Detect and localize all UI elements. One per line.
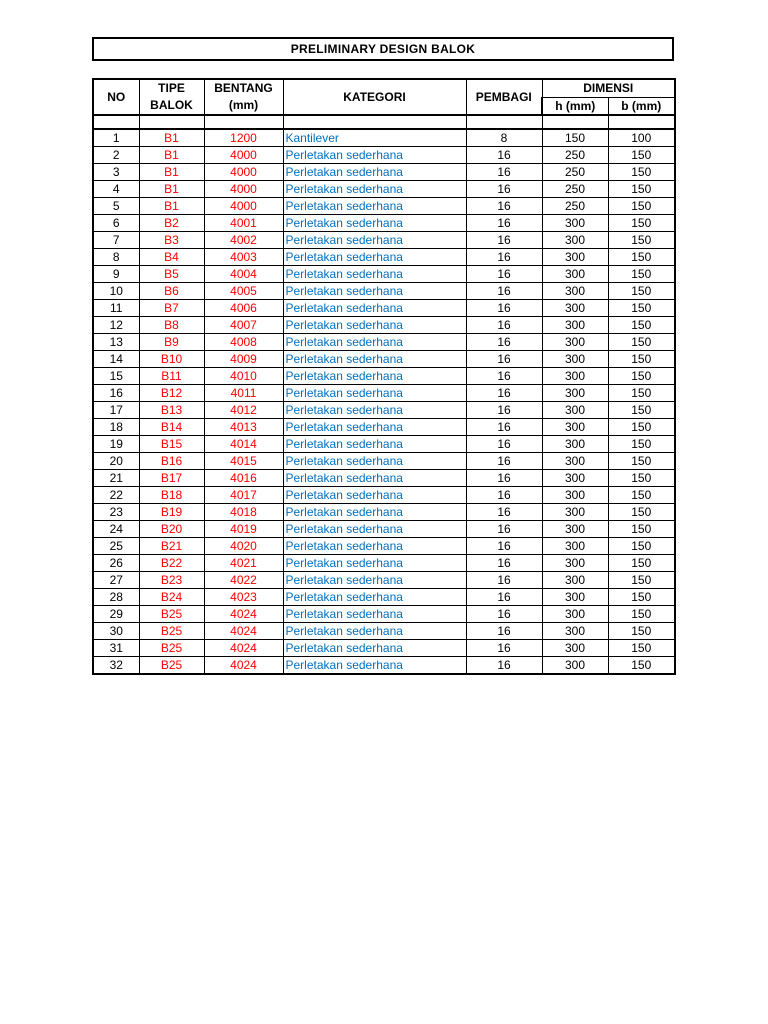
spacer-row [93, 115, 675, 129]
cell-b-mm: 100 [608, 129, 675, 147]
table-row [93, 419, 675, 436]
cell-no: 32 [93, 657, 139, 675]
cell-b-mm: 150 [608, 453, 675, 470]
cell-no: 22 [93, 487, 139, 504]
cell-pembagi: 16 [466, 300, 542, 317]
cell-tipe-balok: B22 [139, 555, 204, 572]
cell-kategori: Perletakan sederhana [283, 606, 466, 623]
cell-tipe-balok: B20 [139, 521, 204, 538]
cell-h-mm: 300 [542, 623, 608, 640]
cell-pembagi: 16 [466, 453, 542, 470]
cell-kategori: Perletakan sederhana [283, 181, 466, 198]
cell-tipe-balok: B25 [139, 640, 204, 657]
cell-tipe-balok: B4 [139, 249, 204, 266]
cell-pembagi: 16 [466, 436, 542, 453]
cell-bentang: 4011 [204, 385, 283, 402]
cell-no: 9 [93, 266, 139, 283]
cell-tipe-balok: B23 [139, 572, 204, 589]
header-no: NO [93, 79, 139, 115]
cell-no: 19 [93, 436, 139, 453]
cell-no: 25 [93, 538, 139, 555]
cell-kategori: Perletakan sederhana [283, 453, 466, 470]
cell-h-mm: 300 [542, 385, 608, 402]
cell-bentang: 4000 [204, 181, 283, 198]
cell-h-mm: 300 [542, 555, 608, 572]
cell-bentang: 4002 [204, 232, 283, 249]
cell-h-mm: 300 [542, 215, 608, 232]
cell-kategori: Perletakan sederhana [283, 198, 466, 215]
cell-kategori: Perletakan sederhana [283, 521, 466, 538]
cell-no: 2 [93, 147, 139, 164]
cell-kategori: Perletakan sederhana [283, 385, 466, 402]
cell-kategori: Perletakan sederhana [283, 470, 466, 487]
cell-tipe-balok: B24 [139, 589, 204, 606]
cell-b-mm: 150 [608, 300, 675, 317]
cell-no: 10 [93, 283, 139, 300]
table-row [93, 657, 675, 675]
cell-b-mm: 150 [608, 385, 675, 402]
cell-b-mm: 150 [608, 351, 675, 368]
cell-pembagi: 16 [466, 504, 542, 521]
table-row [93, 521, 675, 538]
cell-kategori: Perletakan sederhana [283, 266, 466, 283]
cell-pembagi: 16 [466, 147, 542, 164]
cell-kategori: Kantilever [283, 129, 466, 147]
cell-pembagi: 16 [466, 657, 542, 675]
cell-h-mm: 300 [542, 487, 608, 504]
table-row [93, 589, 675, 606]
cell-kategori: Perletakan sederhana [283, 232, 466, 249]
cell-no: 29 [93, 606, 139, 623]
header-tipe-line1: TIPE [158, 81, 185, 95]
cell-h-mm: 300 [542, 419, 608, 436]
cell-bentang: 4019 [204, 521, 283, 538]
table-row [93, 164, 675, 181]
cell-tipe-balok: B1 [139, 164, 204, 181]
table-row [93, 147, 675, 164]
cell-tipe-balok: B19 [139, 504, 204, 521]
cell-kategori: Perletakan sederhana [283, 334, 466, 351]
cell-pembagi: 16 [466, 385, 542, 402]
cell-tipe-balok: B25 [139, 623, 204, 640]
table-row [93, 215, 675, 232]
table-row [93, 470, 675, 487]
cell-tipe-balok: B21 [139, 538, 204, 555]
beam-design-table [92, 78, 676, 675]
cell-kategori: Perletakan sederhana [283, 504, 466, 521]
cell-h-mm: 300 [542, 402, 608, 419]
cell-bentang: 4000 [204, 147, 283, 164]
cell-kategori: Perletakan sederhana [283, 283, 466, 300]
cell-kategori: Perletakan sederhana [283, 164, 466, 181]
cell-tipe-balok: B12 [139, 385, 204, 402]
cell-h-mm: 300 [542, 572, 608, 589]
cell-bentang: 4013 [204, 419, 283, 436]
cell-b-mm: 150 [608, 164, 675, 181]
cell-h-mm: 300 [542, 470, 608, 487]
cell-b-mm: 150 [608, 402, 675, 419]
cell-h-mm: 300 [542, 334, 608, 351]
cell-tipe-balok: B2 [139, 215, 204, 232]
cell-bentang: 4012 [204, 402, 283, 419]
cell-no: 6 [93, 215, 139, 232]
cell-bentang: 4000 [204, 198, 283, 215]
cell-b-mm: 150 [608, 470, 675, 487]
cell-tipe-balok: B7 [139, 300, 204, 317]
cell-bentang: 1200 [204, 129, 283, 147]
cell-no: 1 [93, 129, 139, 147]
cell-bentang: 4016 [204, 470, 283, 487]
table-row [93, 487, 675, 504]
cell-b-mm: 150 [608, 215, 675, 232]
cell-pembagi: 8 [466, 129, 542, 147]
table-row [93, 368, 675, 385]
header-dimensi: DIMENSI [542, 79, 675, 98]
cell-pembagi: 16 [466, 215, 542, 232]
cell-tipe-balok: B1 [139, 147, 204, 164]
cell-bentang: 4024 [204, 606, 283, 623]
cell-kategori: Perletakan sederhana [283, 249, 466, 266]
cell-pembagi: 16 [466, 402, 542, 419]
cell-kategori: Perletakan sederhana [283, 402, 466, 419]
cell-pembagi: 16 [466, 470, 542, 487]
table-row [93, 249, 675, 266]
cell-no: 15 [93, 368, 139, 385]
cell-kategori: Perletakan sederhana [283, 317, 466, 334]
cell-bentang: 4000 [204, 164, 283, 181]
cell-bentang: 4024 [204, 623, 283, 640]
cell-bentang: 4017 [204, 487, 283, 504]
cell-bentang: 4003 [204, 249, 283, 266]
cell-tipe-balok: B5 [139, 266, 204, 283]
header-bentang [204, 79, 283, 115]
cell-bentang: 4010 [204, 368, 283, 385]
cell-h-mm: 300 [542, 504, 608, 521]
cell-tipe-balok: B25 [139, 606, 204, 623]
table-row [93, 181, 675, 198]
cell-pembagi: 16 [466, 623, 542, 640]
cell-b-mm: 150 [608, 283, 675, 300]
cell-pembagi: 16 [466, 317, 542, 334]
cell-b-mm: 150 [608, 504, 675, 521]
table-row [93, 283, 675, 300]
cell-kategori: Perletakan sederhana [283, 657, 466, 675]
cell-no: 20 [93, 453, 139, 470]
cell-h-mm: 300 [542, 657, 608, 675]
cell-kategori: Perletakan sederhana [283, 368, 466, 385]
cell-bentang: 4020 [204, 538, 283, 555]
cell-h-mm: 300 [542, 589, 608, 606]
cell-b-mm: 150 [608, 538, 675, 555]
cell-tipe-balok: B15 [139, 436, 204, 453]
cell-no: 12 [93, 317, 139, 334]
cell-kategori: Perletakan sederhana [283, 555, 466, 572]
cell-h-mm: 250 [542, 181, 608, 198]
cell-bentang: 4009 [204, 351, 283, 368]
table-row [93, 300, 675, 317]
cell-pembagi: 16 [466, 198, 542, 215]
cell-no: 21 [93, 470, 139, 487]
cell-kategori: Perletakan sederhana [283, 640, 466, 657]
cell-b-mm: 150 [608, 147, 675, 164]
cell-b-mm: 150 [608, 249, 675, 266]
cell-h-mm: 300 [542, 368, 608, 385]
cell-pembagi: 16 [466, 266, 542, 283]
cell-bentang: 4008 [204, 334, 283, 351]
cell-h-mm: 250 [542, 147, 608, 164]
cell-bentang: 4022 [204, 572, 283, 589]
cell-b-mm: 150 [608, 198, 675, 215]
cell-kategori: Perletakan sederhana [283, 538, 466, 555]
cell-bentang: 4001 [204, 215, 283, 232]
cell-h-mm: 300 [542, 351, 608, 368]
cell-pembagi: 16 [466, 487, 542, 504]
table-row [93, 538, 675, 555]
cell-b-mm: 150 [608, 623, 675, 640]
table-row [93, 334, 675, 351]
cell-pembagi: 16 [466, 521, 542, 538]
cell-h-mm: 300 [542, 436, 608, 453]
cell-no: 5 [93, 198, 139, 215]
table-row [93, 606, 675, 623]
cell-h-mm: 150 [542, 129, 608, 147]
cell-bentang: 4024 [204, 657, 283, 675]
cell-pembagi: 16 [466, 538, 542, 555]
cell-b-mm: 150 [608, 419, 675, 436]
cell-tipe-balok: B1 [139, 181, 204, 198]
header-kategori: KATEGORI [283, 79, 466, 115]
cell-b-mm: 150 [608, 436, 675, 453]
cell-b-mm: 150 [608, 572, 675, 589]
cell-h-mm: 300 [542, 317, 608, 334]
cell-pembagi: 16 [466, 368, 542, 385]
cell-bentang: 4007 [204, 317, 283, 334]
cell-no: 13 [93, 334, 139, 351]
cell-h-mm: 250 [542, 198, 608, 215]
cell-no: 18 [93, 419, 139, 436]
cell-kategori: Perletakan sederhana [283, 300, 466, 317]
header-bentang-line2: (mm) [228, 98, 259, 112]
cell-b-mm: 150 [608, 589, 675, 606]
cell-b-mm: 150 [608, 606, 675, 623]
cell-no: 28 [93, 589, 139, 606]
cell-h-mm: 300 [542, 300, 608, 317]
table-row [93, 555, 675, 572]
cell-kategori: Perletakan sederhana [283, 589, 466, 606]
cell-pembagi: 16 [466, 283, 542, 300]
table-row [93, 232, 675, 249]
cell-no: 8 [93, 249, 139, 266]
table-row [93, 640, 675, 657]
table-row [93, 385, 675, 402]
cell-bentang: 4004 [204, 266, 283, 283]
cell-tipe-balok: B3 [139, 232, 204, 249]
cell-b-mm: 150 [608, 487, 675, 504]
cell-kategori: Perletakan sederhana [283, 215, 466, 232]
table-row [93, 623, 675, 640]
cell-h-mm: 300 [542, 232, 608, 249]
cell-no: 16 [93, 385, 139, 402]
cell-bentang: 4024 [204, 640, 283, 657]
header-tipe-balok [139, 79, 204, 115]
cell-no: 17 [93, 402, 139, 419]
cell-pembagi: 16 [466, 232, 542, 249]
header-bentang-line1: BENTANG [214, 81, 273, 95]
cell-tipe-balok: B17 [139, 470, 204, 487]
cell-no: 14 [93, 351, 139, 368]
cell-tipe-balok: B8 [139, 317, 204, 334]
table-row [93, 351, 675, 368]
cell-no: 27 [93, 572, 139, 589]
cell-pembagi: 16 [466, 606, 542, 623]
cell-pembagi: 16 [466, 351, 542, 368]
cell-h-mm: 300 [542, 453, 608, 470]
cell-no: 30 [93, 623, 139, 640]
cell-pembagi: 16 [466, 589, 542, 606]
cell-tipe-balok: B9 [139, 334, 204, 351]
cell-b-mm: 150 [608, 521, 675, 538]
cell-h-mm: 250 [542, 164, 608, 181]
cell-no: 23 [93, 504, 139, 521]
cell-no: 24 [93, 521, 139, 538]
table-row [93, 572, 675, 589]
cell-no: 26 [93, 555, 139, 572]
cell-bentang: 4015 [204, 453, 283, 470]
table-row [93, 317, 675, 334]
cell-pembagi: 16 [466, 334, 542, 351]
table-row [93, 402, 675, 419]
header-h-mm: h (mm) [542, 98, 608, 116]
cell-pembagi: 16 [466, 419, 542, 436]
cell-no: 4 [93, 181, 139, 198]
cell-pembagi: 16 [466, 249, 542, 266]
header-pembagi: PEMBAGI [466, 79, 542, 115]
cell-pembagi: 16 [466, 572, 542, 589]
cell-kategori: Perletakan sederhana [283, 572, 466, 589]
cell-h-mm: 300 [542, 521, 608, 538]
cell-h-mm: 300 [542, 640, 608, 657]
cell-h-mm: 300 [542, 249, 608, 266]
cell-no: 3 [93, 164, 139, 181]
cell-b-mm: 150 [608, 555, 675, 572]
cell-b-mm: 150 [608, 266, 675, 283]
cell-b-mm: 150 [608, 657, 675, 675]
cell-h-mm: 300 [542, 266, 608, 283]
table-row [93, 436, 675, 453]
cell-tipe-balok: B1 [139, 198, 204, 215]
cell-h-mm: 300 [542, 283, 608, 300]
table-row [93, 198, 675, 215]
cell-kategori: Perletakan sederhana [283, 147, 466, 164]
table-row [93, 129, 675, 147]
cell-pembagi: 16 [466, 181, 542, 198]
cell-h-mm: 300 [542, 606, 608, 623]
cell-bentang: 4023 [204, 589, 283, 606]
cell-pembagi: 16 [466, 555, 542, 572]
table-row [93, 504, 675, 521]
cell-tipe-balok: B18 [139, 487, 204, 504]
cell-tipe-balok: B6 [139, 283, 204, 300]
cell-h-mm: 300 [542, 538, 608, 555]
cell-kategori: Perletakan sederhana [283, 436, 466, 453]
cell-no: 7 [93, 232, 139, 249]
cell-b-mm: 150 [608, 317, 675, 334]
cell-bentang: 4006 [204, 300, 283, 317]
cell-b-mm: 150 [608, 334, 675, 351]
header-b-mm: b (mm) [608, 98, 675, 116]
cell-pembagi: 16 [466, 164, 542, 181]
cell-kategori: Perletakan sederhana [283, 419, 466, 436]
cell-bentang: 4018 [204, 504, 283, 521]
cell-no: 31 [93, 640, 139, 657]
cell-tipe-balok: B16 [139, 453, 204, 470]
table-row [93, 453, 675, 470]
cell-tipe-balok: B11 [139, 368, 204, 385]
cell-tipe-balok: B25 [139, 657, 204, 675]
cell-b-mm: 150 [608, 640, 675, 657]
cell-pembagi: 16 [466, 640, 542, 657]
cell-kategori: Perletakan sederhana [283, 351, 466, 368]
cell-tipe-balok: B14 [139, 419, 204, 436]
cell-no: 11 [93, 300, 139, 317]
cell-b-mm: 150 [608, 232, 675, 249]
cell-tipe-balok: B1 [139, 129, 204, 147]
cell-kategori: Perletakan sederhana [283, 623, 466, 640]
table-row [93, 266, 675, 283]
header-tipe-line2: BALOK [150, 98, 193, 112]
cell-kategori: Perletakan sederhana [283, 487, 466, 504]
cell-b-mm: 150 [608, 181, 675, 198]
cell-bentang: 4021 [204, 555, 283, 572]
cell-bentang: 4005 [204, 283, 283, 300]
page-title: PRELIMINARY DESIGN BALOK [92, 37, 674, 61]
cell-tipe-balok: B10 [139, 351, 204, 368]
cell-tipe-balok: B13 [139, 402, 204, 419]
cell-bentang: 4014 [204, 436, 283, 453]
cell-b-mm: 150 [608, 368, 675, 385]
